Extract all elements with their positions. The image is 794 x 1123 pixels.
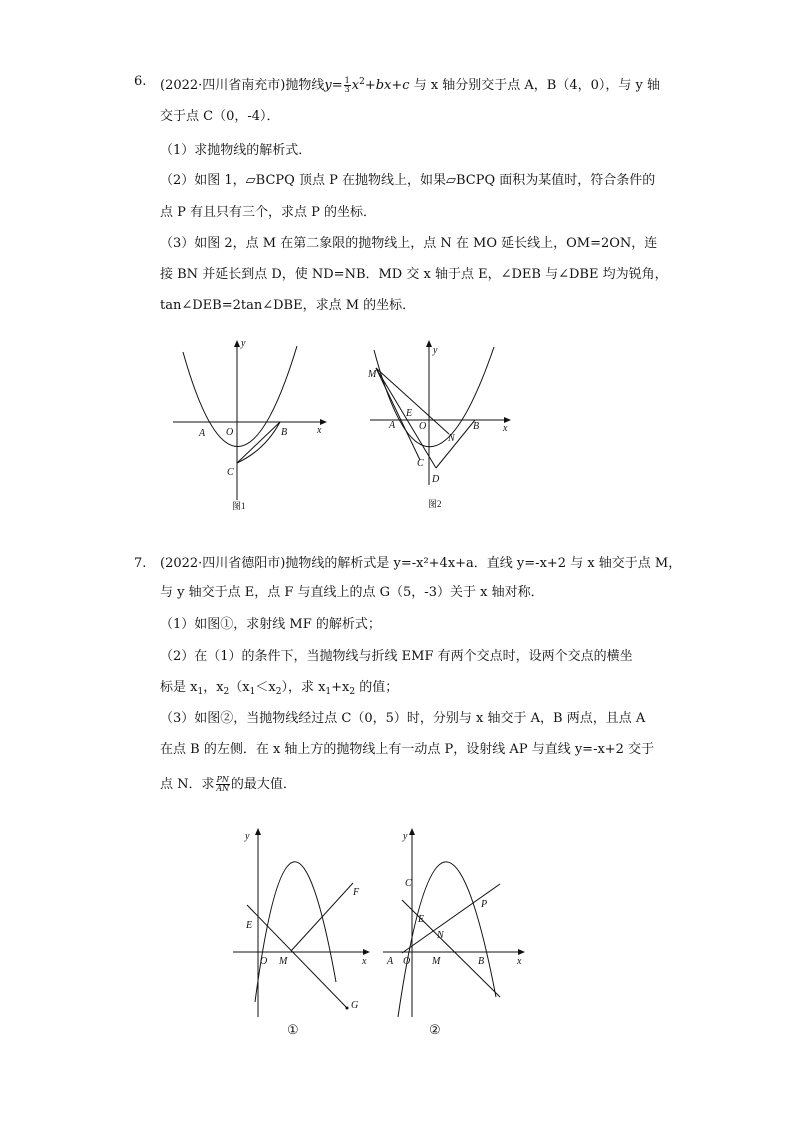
question-7-number: 7.	[134, 556, 147, 571]
figure-caption: ②	[429, 1022, 441, 1037]
label-g: G	[351, 1000, 359, 1011]
question-7-part3-line2: 在点 B 的左侧．在 x 轴上方的抛物线上有一动点 P，设射线 AP 与直线 y=-x+2 交于	[160, 742, 655, 757]
question-7-line2: 与 y 轴交于点 E，点 F 与直线上的点 G（5，-3）关于 x 轴对称．	[160, 585, 544, 600]
label-y: y	[245, 831, 250, 842]
y-axis-arrow-icon	[409, 828, 415, 835]
label-m: M	[368, 369, 377, 380]
label-e: E	[246, 920, 253, 931]
q6-figure-2	[362, 335, 527, 515]
y-axis-arrow-icon	[255, 828, 261, 835]
figure-caption: 图2	[428, 499, 442, 509]
y-axis-arrow-icon	[426, 340, 432, 347]
label-e: E	[418, 914, 425, 925]
label-y: y	[241, 338, 246, 349]
question-7-part3-line3: 点 N．求 $\frac{PN}{AN}$ 的最大值．	[160, 775, 296, 793]
label-b: B	[473, 421, 480, 432]
question-6-part3-line1: （3）如图 2，点 M 在第二象限的抛物线上，点 N 在 MO 延长线上，OM=2ON，连	[160, 236, 658, 251]
label-o: O	[226, 427, 234, 438]
point-g	[346, 1007, 349, 1010]
label-b: B	[478, 956, 485, 967]
label-c: C	[405, 878, 412, 889]
label-b: B	[281, 427, 288, 438]
question-6-part3-line2: 接 BN 并延长到点 D，使 ND=NB．MD 交 x 轴于点 E，∠DEB 与∠DBE 均为锐角，	[160, 267, 668, 282]
question-6-stem: (2022·四川省南充市)抛物线y= $\frac{1}{3}$ $x^2+bx+c$ 与 x 轴分别交于点 A，B（4，0），与 y 轴	[160, 76, 661, 94]
figure-caption: 图1	[232, 501, 246, 511]
label-p: P	[481, 899, 488, 910]
label-c: C	[417, 458, 424, 469]
label-n: N	[437, 930, 444, 941]
ray-mf	[291, 883, 353, 951]
segment-bc	[237, 422, 280, 463]
parabola	[255, 862, 336, 1002]
question-7-part3-line1: （3）如图②，当抛物线经过点 C（0，5）时，分别与 x 轴交于 A，B 两点，且点 A	[160, 711, 646, 726]
label-y: y	[403, 831, 408, 842]
label-a: A	[199, 428, 206, 439]
question-6-part1: （1）求抛物线的解析式．	[160, 143, 312, 158]
label-x: x	[317, 425, 322, 436]
parabola	[398, 862, 496, 1017]
x-axis-arrow-icon	[518, 949, 525, 955]
question-7-part1: （1）如图①，求射线 MF 的解析式；	[160, 617, 381, 632]
question-6-line2: 交于点 C（0，-4）．	[160, 109, 280, 124]
label-a: A	[389, 420, 396, 431]
label-c: C	[227, 467, 234, 478]
label-o: O	[419, 421, 427, 432]
segment-mc	[376, 368, 420, 460]
label-x: x	[503, 423, 508, 434]
question-6-part3-line3: tan∠DEB=2tan∠DBE，求点 M 的坐标．	[160, 298, 416, 313]
segment-mn	[376, 368, 449, 434]
label-o: O	[260, 956, 268, 967]
q6-figure-1	[165, 335, 340, 515]
figure-caption: ①	[287, 1022, 299, 1037]
question-7-part2-line2: 标是 $x_1$，$x_2(x_1<x_2)$，求 $x_1+x_2$ 的值；	[160, 680, 399, 697]
fraction-pn-an: $\frac{PN}{AN}$	[216, 775, 230, 793]
label-f: F	[353, 887, 360, 898]
label-n: N	[448, 433, 455, 444]
x-axis-arrow-icon	[363, 949, 370, 955]
question-6-part2-line2: 点 P 有且只有三个，求点 P 的坐标．	[160, 205, 377, 220]
question-7-line1: (2022·四川省德阳市)抛物线的解析式是 y=-x²+4x+a．直线 y=-x+2 与 x 轴交于点 M，	[160, 556, 682, 571]
y-axis-arrow-icon	[234, 340, 240, 347]
label-m: M	[432, 956, 441, 967]
label-x: x	[517, 956, 522, 967]
label-m: M	[279, 956, 288, 967]
label-d: D	[432, 474, 440, 485]
q7-figure-1	[225, 822, 385, 1037]
question-6-number: 6.	[134, 74, 147, 89]
question-6-part2-line1: （2）如图 1，▱BCPQ 顶点 P 在抛物线上，如果▱BCPQ 面积为某值时，符合条件的	[160, 173, 656, 188]
label-a: A	[387, 956, 394, 967]
q7-figure-2	[380, 822, 540, 1037]
label-y: y	[433, 345, 438, 356]
label-e: E	[406, 408, 413, 419]
label-o: O	[403, 956, 411, 967]
question-7-part2-line1: （2）在（1）的条件下，当抛物线与折线 EMF 有两个交点时，设两个交点的横坐	[160, 649, 633, 664]
fraction-one-third: $\frac{1}{3}$	[344, 76, 350, 94]
label-x: x	[362, 956, 367, 967]
